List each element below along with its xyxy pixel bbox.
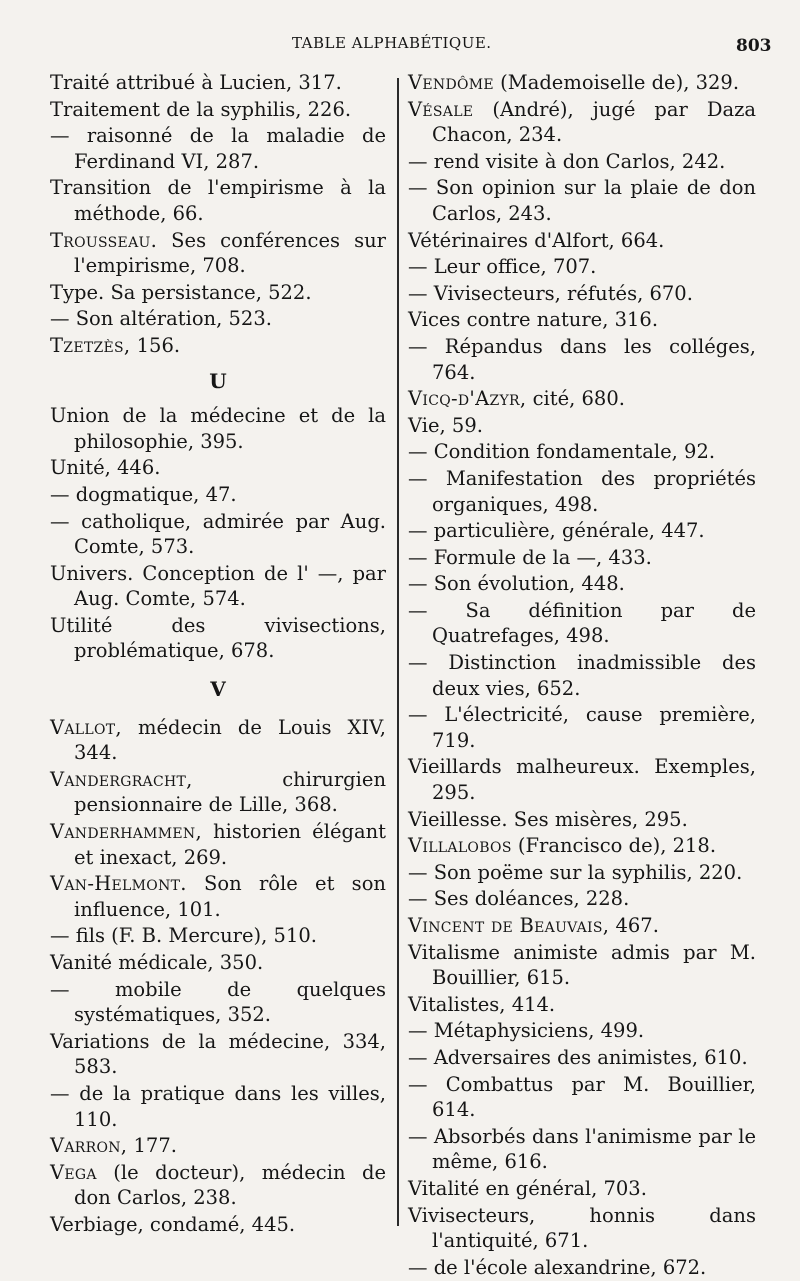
- entry-text: 177.: [127, 1134, 177, 1158]
- index-entry: — mobile de quelques systématiques, 352.: [50, 977, 386, 1027]
- index-entry: Univers. Conception de l' —, par Aug. Comte, 574.: [50, 561, 386, 611]
- index-entry: [408, 97, 756, 148]
- entry-name: Vendôme: [408, 71, 494, 94]
- index-entry: [50, 333, 386, 359]
- entry-name: Vanderhammen,: [50, 820, 202, 844]
- entry-name: Van-Helmont.: [50, 872, 187, 896]
- index-entry: — Son altération, 523.: [50, 307, 272, 331]
- entry-text: (Mademoiselle de), 329.: [493, 71, 740, 94]
- index-entry: Variations de la médecine, 334, 583.: [50, 1029, 386, 1079]
- index-entry: [50, 715, 386, 766]
- column-divider: [397, 78, 399, 1226]
- index-entry: Traité attribué à Lucien, 317.: [50, 71, 342, 94]
- right-column: [408, 70, 756, 1281]
- index-entry: — catholique, admirée par Aug. Comte, 573.: [50, 509, 386, 559]
- index-entry: Verbiage, condamé, 445.: [50, 1212, 296, 1236]
- index-entry: Vitalisme animiste admis par M. Bouillier, 615.: [408, 940, 756, 990]
- index-entry: Type. Sa persistance, 522.: [50, 280, 312, 304]
- index-entry: [408, 386, 756, 412]
- index-entry: — particulière, générale, 447.: [408, 519, 705, 543]
- entry-text: (le docteur), médecin de don Carlos, 238.: [74, 1160, 386, 1210]
- left-column: [50, 70, 386, 1239]
- index-entry: — Absorbés dans l'animisme par le même, 616.: [408, 1124, 756, 1174]
- index-entry: Vieillards malheureux. Exemples, 295.: [408, 755, 756, 805]
- index-entry: — Son opinion sur la plaie de don Carlos, 243.: [408, 176, 756, 225]
- index-entry: Union de la médecine et de la philosophie, 395.: [50, 404, 386, 453]
- index-entry: [50, 1160, 386, 1211]
- index-entry: [50, 767, 386, 818]
- index-entry: — Son évolution, 448.: [408, 572, 625, 596]
- index-entry: [50, 871, 386, 922]
- index-entry: Vie, 59.: [408, 413, 483, 437]
- entry-text: Ses conférences sur l'empirisme, 708.: [74, 228, 386, 278]
- index-entry: — Adversaires des animistes, 610.: [408, 1045, 748, 1069]
- entry-text: chirurgien pensionnaire de Lille, 368.: [74, 767, 386, 817]
- index-entry: Vivisecteurs, honnis dans l'antiquité, 671.: [408, 1203, 756, 1253]
- index-entry: — Distinction inadmissible des deux vies, 652.: [408, 651, 756, 700]
- index-entry: [408, 833, 756, 859]
- index-entry: — Vivisecteurs, réfutés, 670.: [408, 281, 693, 305]
- index-entry: Vanité médicale, 350.: [50, 951, 264, 974]
- entry-name: Vicq-d'Azyr,: [408, 387, 527, 411]
- index-entry: — de l'école alexandrine, 672.: [408, 1255, 707, 1279]
- index-entry: — Formule de la —, 433.: [408, 545, 652, 569]
- entry-name: Trousseau.: [50, 228, 158, 252]
- index-entry: — Répandus dans les colléges, 764.: [408, 334, 756, 384]
- index-entry: — fils (F. B. Mercure), 510.: [50, 924, 317, 948]
- index-entry: — Condition fondamentale, 92.: [408, 440, 716, 464]
- index-entry: — rend visite à don Carlos, 242.: [408, 149, 726, 173]
- entry-name: Vallot,: [50, 715, 122, 739]
- index-entry: — raisonné de la maladie de Ferdinand VI, 287.: [50, 124, 386, 173]
- index-entry: — de la pratique dans les villes, 110.: [50, 1081, 386, 1131]
- entry-name: Villalobos: [408, 834, 512, 858]
- index-entry: Vieillesse. Ses misères, 295.: [408, 807, 688, 831]
- index-entry: Transition de l'empirisme à la méthode, 66.: [50, 176, 386, 225]
- section-letter-v: V: [210, 677, 226, 702]
- index-entry: [50, 228, 386, 279]
- index-entry: — Manifestation des propriétés organiques, 498.: [408, 466, 756, 516]
- running-title: TABLE ALPHABÉTIQUE.: [292, 34, 492, 52]
- entry-text: médecin de Louis XIV, 344.: [74, 715, 386, 765]
- index-entry: — Leur office, 707.: [408, 255, 597, 279]
- index-entry: Vitalistes, 414.: [408, 992, 556, 1016]
- entry-text: cité, 680.: [526, 387, 625, 411]
- index-entry: [50, 1133, 386, 1159]
- index-entry: [408, 913, 756, 939]
- entry-name: Varron,: [50, 1134, 128, 1158]
- index-entry: Vitalité en général, 703.: [408, 1176, 647, 1200]
- section-letter-u: U: [209, 368, 227, 393]
- index-entry: — Ses doléances, 228.: [408, 887, 630, 911]
- entry-name: Vandergracht,: [50, 767, 193, 791]
- index-entry: [408, 70, 756, 96]
- entry-name: Vésale: [408, 97, 474, 121]
- entry-text: historien élégant et inexact, 269.: [74, 820, 386, 869]
- index-entry: — L'électricité, cause première, 719.: [408, 703, 756, 752]
- entry-name: Tzetzès,: [50, 333, 131, 357]
- index-entry: — Combattus par M. Bouillier, 614.: [408, 1072, 756, 1122]
- index-entry: — dogmatique, 47.: [50, 482, 237, 506]
- entry-name: Vincent de Beauvais,: [408, 914, 610, 937]
- index-entry: Traitement de la syphilis, 226.: [50, 97, 352, 121]
- index-entry: [50, 819, 386, 870]
- page-header: [0, 34, 800, 58]
- entry-text: 156.: [130, 333, 181, 357]
- entry-text: (André), jugé par Daza Chacon, 234.: [432, 97, 756, 147]
- page-number: 803: [736, 36, 772, 56]
- index-entry: Unité, 446.: [50, 456, 161, 480]
- index-entry: Utilité des vivisections, problématique, 678.: [50, 613, 386, 663]
- entry-text: (Francisco de), 218.: [511, 834, 717, 858]
- index-entry: Vétérinaires d'Alfort, 664.: [408, 228, 665, 252]
- index-entry: — Métaphysiciens, 499.: [408, 1019, 645, 1043]
- entry-text: Son rôle et son influence, 101.: [74, 872, 386, 921]
- index-entry: Vices contre nature, 316.: [408, 308, 659, 332]
- index-entry: — Sa définition par de Quatrefages, 498.: [408, 598, 756, 648]
- entry-text: 467.: [609, 914, 659, 937]
- entry-name: Vega: [50, 1160, 97, 1184]
- index-entry: — Son poëme sur la syphilis, 220.: [408, 860, 743, 884]
